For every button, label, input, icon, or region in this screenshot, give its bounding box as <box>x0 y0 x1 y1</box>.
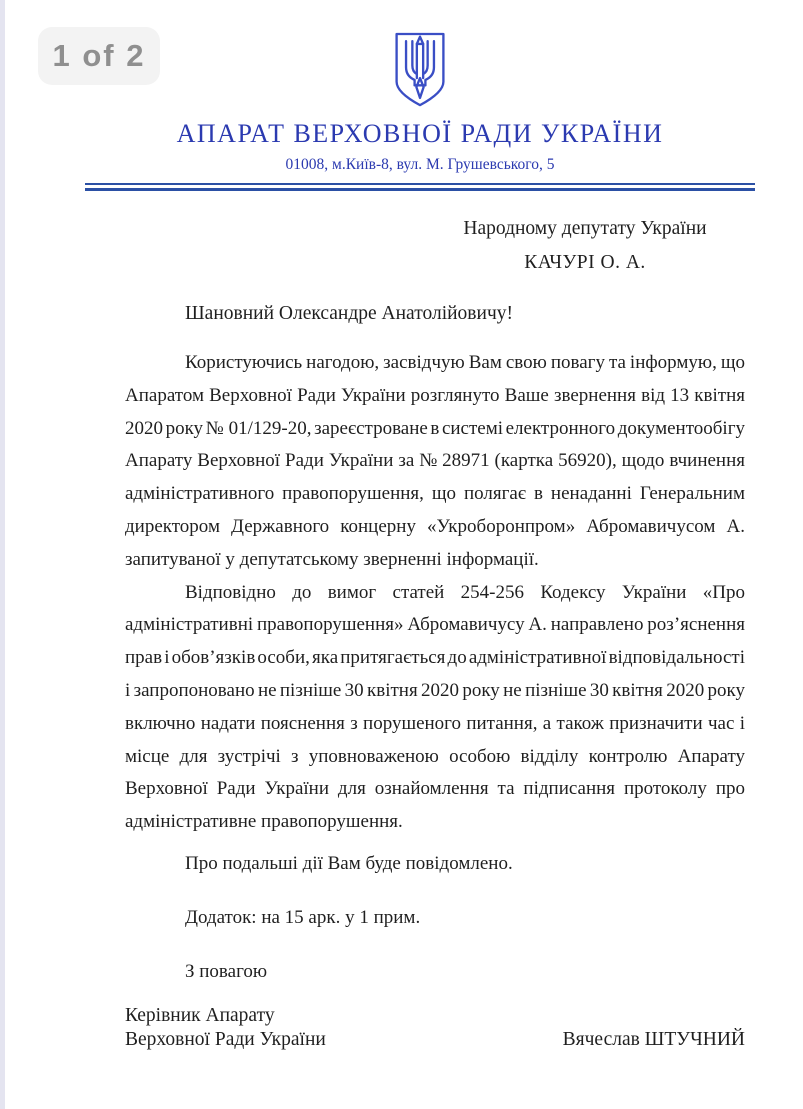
body-line: З повагою <box>185 960 268 982</box>
body-line: директором Державного концерну «Укроборонпром» Абромавичусом А. <box>125 515 745 537</box>
salutation: Шановний Олександре Анатолійовичу! <box>185 303 513 324</box>
signer-name: Вячеслав ШТУЧНИЙ <box>562 1029 745 1051</box>
recipient-name: КАЧУРІ О. А. <box>524 252 646 273</box>
ukraine-trident-emblem-icon <box>393 31 447 109</box>
body-line: Апаратом Верховної Ради України розглянуто Ваше звернення від 13 квітня <box>125 384 745 406</box>
viewer-edge-strip <box>0 0 5 1109</box>
recipient-role: Народному депутату України <box>463 218 707 239</box>
letter-content <box>85 0 755 1052</box>
body-line: адміністративні правопорушення» Абромавичусу А. направлено роз’яснення <box>125 614 745 636</box>
body-line: Про подальші дії Вам буде повідомлено. <box>185 852 513 874</box>
signer-title-line: Верховної Ради України <box>125 1029 326 1051</box>
body-paragraph <box>125 902 745 935</box>
body-line: Додаток: на 15 арк. у 1 прим. <box>185 906 421 928</box>
body-line: адміністративне правопорушення. <box>125 811 403 833</box>
body-line: Відповідно до вимог статей 254-256 Кодексу України «Про <box>185 581 745 603</box>
body-paragraph <box>125 347 745 577</box>
signer-title-line: Керівник Апарату <box>125 1005 275 1027</box>
page-counter-label: 1 of 2 <box>52 38 146 73</box>
org-address: 01008, м.Київ-8, вул. М. Грушевського, 5 <box>285 156 555 173</box>
letter-body <box>125 347 745 988</box>
body-line: прав і обов’язків особи, яка притягається до адміністративної відповідальності <box>125 647 745 669</box>
body-line: Апарату Верховної Ради України за №28971 (картка 56920), щодо вчинення <box>125 450 745 472</box>
body-line: Верховної Ради України для ознайомлення та підписання протоколу про <box>125 778 745 800</box>
org-name: АПАРАТ ВЕРХОВНОЇ РАДИ УКРАЇНИ <box>176 119 664 148</box>
signer-title <box>125 1004 326 1052</box>
body-paragraph <box>125 577 745 839</box>
body-line: 2020 року № 01/129-20, зареєстроване в системі електронного документообігу <box>125 417 745 439</box>
recipient-block <box>425 217 745 274</box>
body-line: і запропоновано не пізніше 30 квітня 2020 року не пізніше 30 квітня 2020 року <box>125 679 745 701</box>
signature-block <box>125 1004 745 1052</box>
body-line: запитуваної у депутатському зверненні інформації. <box>125 548 539 570</box>
body-line: Користуючись нагодою, засвідчую Вам свою повагу та інформую, що <box>185 352 745 373</box>
letterhead-double-rule <box>85 183 755 191</box>
body-line: місце для зустрічі з уповноваженою особою відділу контролю Апарату <box>125 745 745 767</box>
body-line: включно надати пояснення з порушеного питання, а також призначити час і <box>125 712 745 734</box>
body-line: адміністративного правопорушення, що полягає в ненаданні Генеральним <box>125 483 745 505</box>
body-paragraph <box>125 848 745 881</box>
body-paragraph <box>125 956 745 989</box>
letterhead-emblem <box>85 0 755 109</box>
